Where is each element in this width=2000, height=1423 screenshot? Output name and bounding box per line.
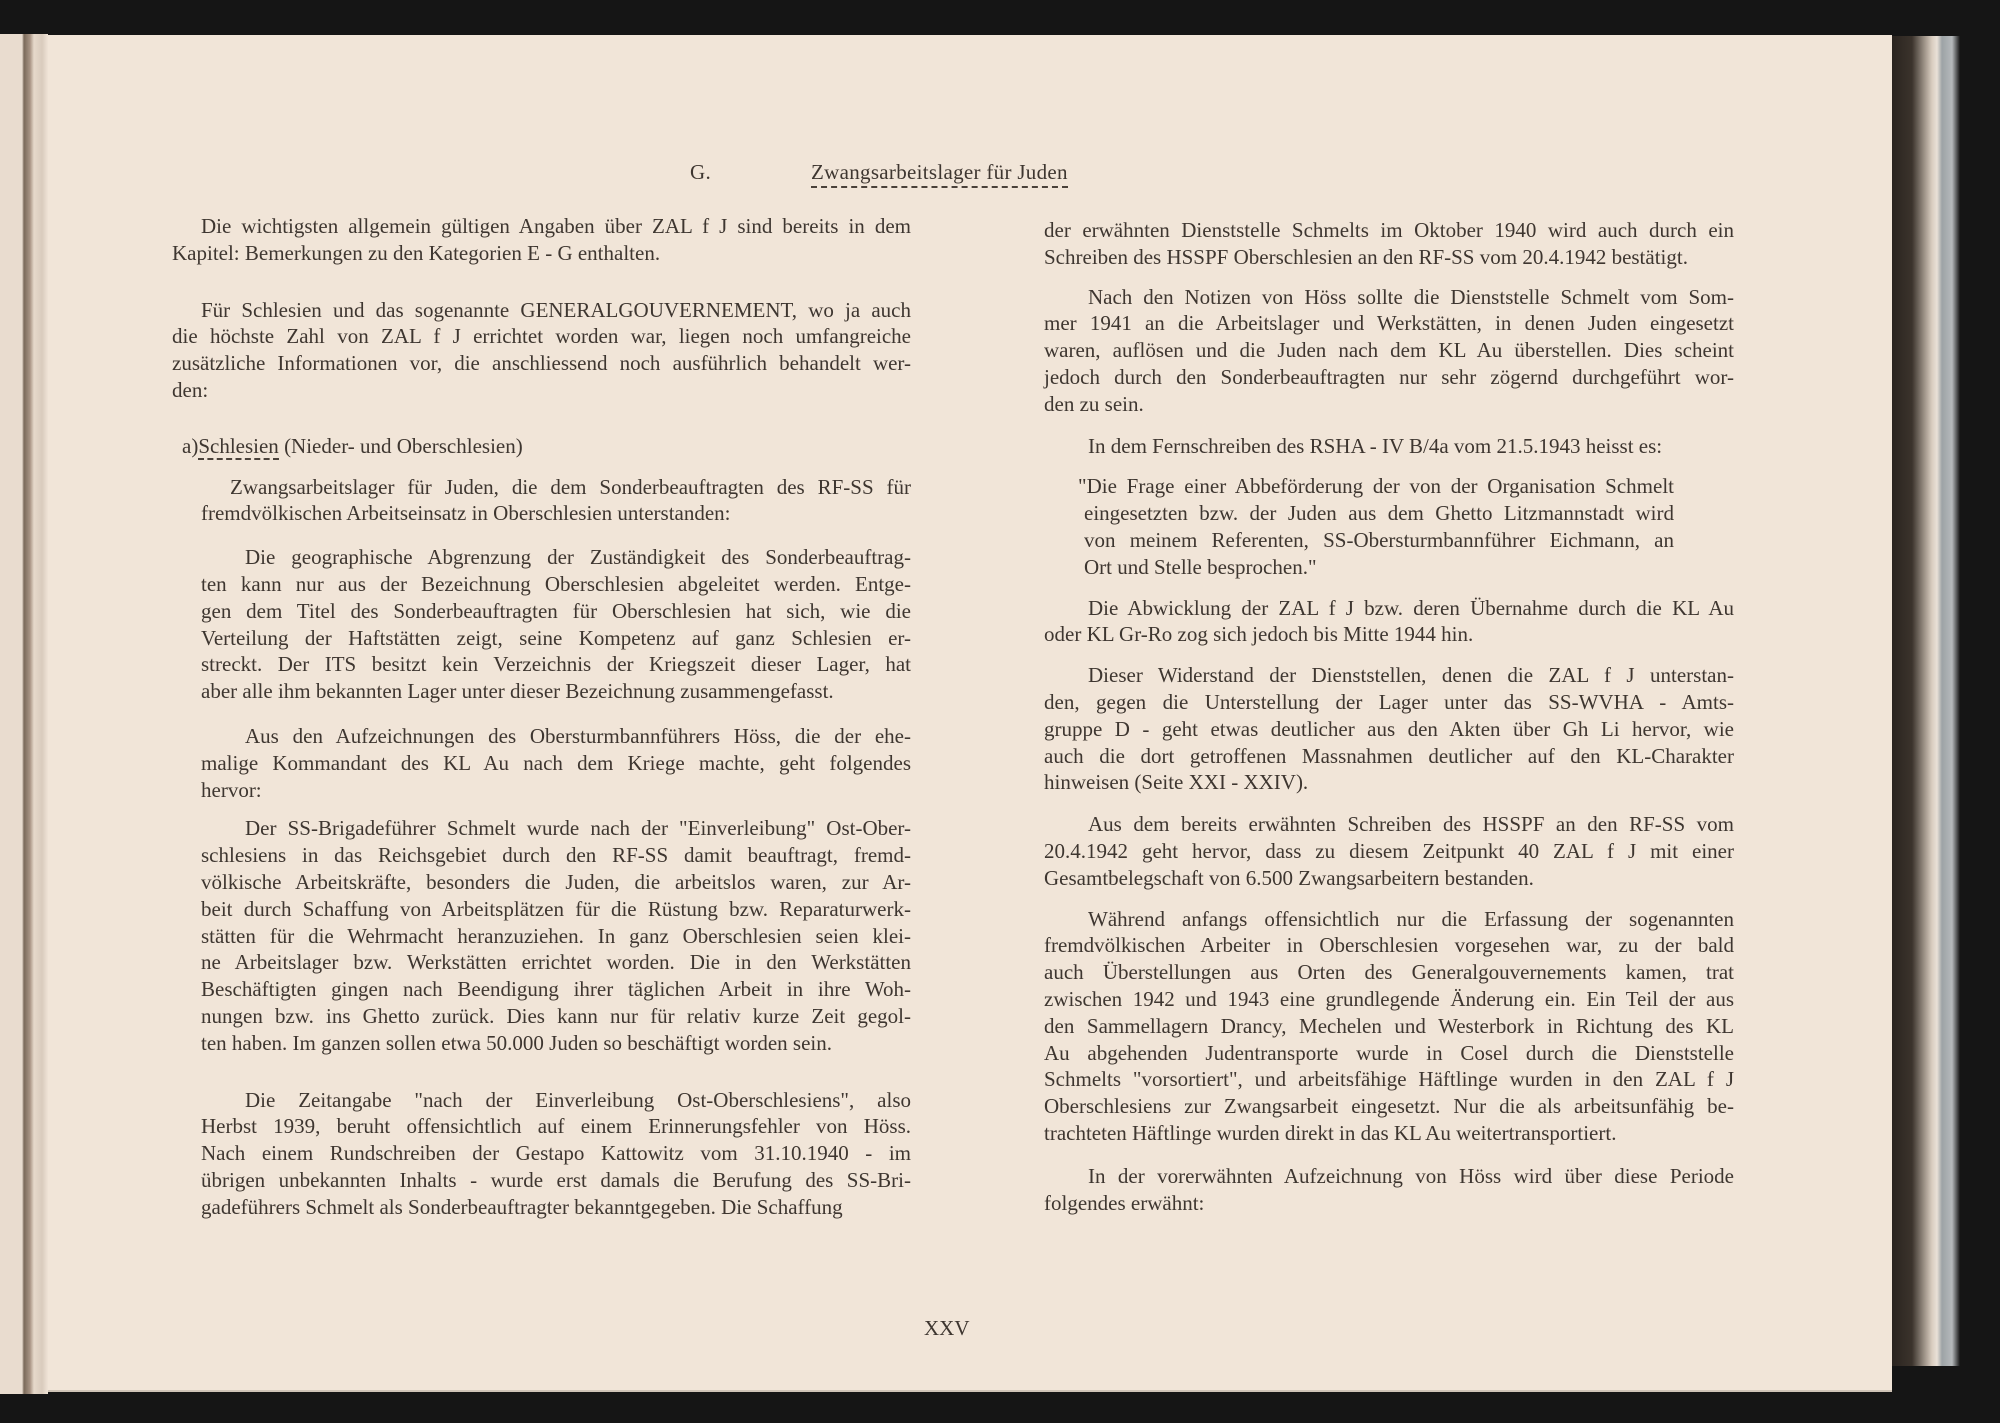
text-line: "Die Frage einer Abbeförderung der von der Organisation Schmelt (1078, 474, 1674, 499)
paragraph (201, 723, 911, 803)
text-line: auch die dort getroffenen Massnahmen deutlicher auf den KL-Charakter (1044, 743, 1734, 768)
paragraph (201, 1087, 911, 1221)
text-line: Oberschlesiens zur Zwangsarbeit eingesetzt. Nur die als arbeitsunfähig be- (1044, 1094, 1734, 1119)
text-line: Beschäftigten gingen nach Beendigung ihrer täglichen Arbeit in ihre Woh- (201, 977, 911, 1002)
text-line: Herbst 1939, beruht offensichtlich auf einem Erinnerungsfehler von Höss. (201, 1114, 911, 1139)
text-line: hinweisen (Seite XXI - XXIV). (1044, 770, 1309, 795)
paragraph (201, 474, 911, 528)
subsection-heading (182, 433, 911, 460)
text-line: Die Abwicklung der ZAL f J bzw. deren Übernahme durch die KL Au (1088, 595, 1734, 620)
paragraph (1044, 433, 1734, 460)
text-line: Die geographische Abgrenzung der Zuständigkeit des Sonderbeauftrag- (245, 545, 911, 570)
text-line: den zu sein. (1044, 391, 1144, 416)
text-line: Au abgehenden Judentransporte wurde in Cosel durch die Dienststelle (1044, 1040, 1734, 1065)
text-line: schlesiens in das Reichsgebiet durch den RF-SS damit beauftragt, fremd- (201, 843, 911, 868)
text-line: gadeführers Schmelt als Sonderbeauftragter bekanntgegeben. Die Schaffung (201, 1194, 843, 1219)
subsection-prefix: a) (182, 433, 199, 458)
text-line: zwischen 1942 und 1943 eine grundlegende Änderung ein. Ein Teil der aus (1044, 986, 1734, 1011)
text-line: den, gegen die Unterstellung der Lager unter das SS-WVHA - Amts- (1044, 689, 1734, 714)
paragraph (201, 815, 911, 1056)
text-line: Während anfangs offensichtlich nur die Erfassung der sogenannten (1088, 906, 1734, 931)
text-line: mer 1941 an die Arbeitslager und Werkstätten, in denen Juden eingesetzt (1044, 311, 1734, 336)
text-line: Aus dem bereits erwähnten Schreiben des HSSPF an den RF-SS vom (1088, 812, 1734, 837)
text-line: aber alle ihm bekannten Lager unter dieser Bezeichnung zusammengefasst. (201, 679, 834, 704)
paragraph (1044, 595, 1734, 649)
text-line: Die Zeitangabe "nach der Einverleibung Ost-Oberschlesiens", also (245, 1087, 911, 1112)
left-column (172, 213, 911, 1221)
text-line: Nach einem Rundschreiben der Gestapo Kattowitz vom 31.10.1940 - im (201, 1141, 911, 1166)
section-title: Zwangsarbeitslager für Juden (811, 160, 1068, 188)
text-line: völkische Arbeitskräfte, besonders die Juden, die arbeitslos waren, zur Ar- (201, 869, 911, 894)
text-line: Ort und Stelle besprochen." (1084, 554, 1317, 579)
text-line: jedoch durch den Sonderbeauftragten nur sehr zögernd durchgeführt wor- (1044, 364, 1734, 389)
text-line: ten kann nur aus der Bezeichnung Oberschlesien abgeleitet werden. Entge- (201, 571, 911, 596)
text-line: beit durch Schaffung von Arbeitsplätzen für die Rüstung bzw. Reparaturwerk- (201, 896, 911, 921)
text-line: malige Kommandant des KL Au nach dem Kriege machte, geht folgendes (201, 750, 911, 775)
text-line: In dem Fernschreiben des RSHA - IV B/4a vom 21.5.1943 heisst es: (1088, 433, 1663, 458)
text-line: eingesetzten bzw. der Juden aus dem Ghetto Litzmannstadt wird (1084, 501, 1674, 526)
paragraph (1044, 662, 1734, 796)
paragraph (172, 213, 911, 267)
paragraph (1044, 906, 1734, 1147)
text-line: den Sammellagern Drancy, Mechelen und Westerbork in Richtung des KL (1044, 1013, 1734, 1038)
section-letter: G. (690, 160, 712, 184)
text-line: ne Arbeitslager bzw. Werkstätten errichtet worden. Die in den Werkstätten (201, 950, 911, 975)
text-line: gen dem Titel des Sonderbeauftragten für Oberschlesien hat sich, wie die (201, 598, 911, 623)
text-line: von meinem Referenten, SS-Obersturmbannführer Eichmann, an (1084, 527, 1674, 552)
text-line: streckt. Der ITS besitzt kein Verzeichnis der Kriegszeit dieser Lager, hat (201, 652, 911, 677)
text-line: zusätzliche Informationen vor, die anschliessend noch ausführlich behandelt wer- (172, 351, 911, 376)
paragraph (172, 297, 911, 404)
text-line: trachteten Häftlinge wurden direkt in das KL Au weitertransportiert. (1044, 1120, 1617, 1145)
paragraph (1044, 811, 1734, 891)
page-number: XXV (924, 1316, 970, 1340)
subsection-subtitle: (Nieder- und Oberschlesien) (278, 433, 523, 458)
text-line: Die wichtigsten allgemein gültigen Angaben über ZAL f J sind bereits in dem (201, 214, 911, 238)
text-line: 20.4.1942 geht hervor, dass zu diesem Zeitpunkt 40 ZAL f J mit einer (1044, 838, 1734, 863)
block-quote (1078, 473, 1674, 580)
text-line: den: (172, 377, 209, 402)
text-line: Für Schlesien und das sogenannte GENERALGOUVERNEMENT, wo ja auch (201, 297, 911, 322)
text-line: Nach den Notizen von Höss sollte die Dienststelle Schmelt vom Som- (1088, 284, 1734, 309)
text-line: übrigen unbekannten Inhalts - wurde erst damals die Berufung des SS-Bri- (201, 1167, 911, 1192)
text-line: gruppe D - geht etwas deutlicher aus den Akten über Gh Li hervor, wie (1044, 716, 1734, 741)
text-line: Der SS-Brigadeführer Schmelt wurde nach der "Einverleibung" Ost-Ober- (245, 816, 911, 841)
text-line: Aus den Aufzeichnungen des Obersturmbannführers Höss, die der ehe- (245, 723, 911, 748)
paragraph (1044, 217, 1734, 271)
facing-page-edge (0, 34, 48, 1394)
paragraph (1044, 1163, 1734, 1217)
text-line: hervor: (201, 777, 262, 802)
paragraph (201, 544, 911, 705)
text-line: Dieser Widerstand der Dienststellen, denen die ZAL f J unterstan- (1088, 663, 1734, 688)
right-column (1044, 217, 1734, 1216)
text-line: Schreiben des HSSPF Oberschlesien an den RF-SS vom 20.4.1942 bestätigt. (1044, 244, 1688, 269)
text-line: nungen bzw. ins Ghetto zurück. Dies kann nur für relativ kurze Zeit gegol- (201, 1003, 911, 1028)
text-line: waren, auflösen und die Juden nach dem KL Au überstellen. Dies scheint (1044, 338, 1734, 363)
text-line: Gesamtbelegschaft von 6.500 Zwangsarbeitern bestanden. (1044, 865, 1534, 890)
text-line: der erwähnten Dienststelle Schmelts im Oktober 1940 wird auch durch ein (1044, 218, 1734, 242)
subsection-title: Schlesien (198, 433, 279, 458)
text-line: Schmelts "vorsortiert", und arbeitsfähige Häftlinge wurden in den ZAL f J (1044, 1067, 1734, 1092)
text-line: fremdvölkischen Arbeitseinsatz in Oberschlesien unterstanden: (201, 501, 731, 526)
text-line: oder KL Gr-Ro zog sich jedoch bis Mitte 1944 hin. (1044, 622, 1474, 647)
text-line: Kapitel: Bemerkungen zu den Kategorien E - G enthalten. (172, 240, 661, 265)
page-stack-edge (1892, 36, 1962, 1366)
text-line: fremdvölkischen Arbeiter in Oberschlesien vorgesehen war, zu der bald (1044, 933, 1734, 958)
paragraph (1044, 284, 1734, 418)
text-line: In der vorerwähnten Aufzeichnung von Höss wird über diese Periode (1088, 1163, 1734, 1188)
text-line: folgendes erwähnt: (1044, 1190, 1205, 1215)
text-line: Zwangsarbeitslager für Juden, die dem Sonderbeauftragten des RF-SS für (230, 474, 911, 499)
text-line: Verteilung der Haftstätten zeigt, seine Kompetenz auf ganz Schlesien er- (201, 625, 911, 650)
text-line: die höchste Zahl von ZAL f J errichtet worden war, liegen noch umfangreiche (172, 324, 911, 349)
text-line: ten haben. Im ganzen sollen etwa 50.000 Juden so beschäftigt worden sein. (201, 1030, 832, 1055)
text-line: stätten für die Wehrmacht heranzuziehen. In ganz Oberschlesien seien klei- (201, 923, 911, 948)
text-line: auch Überstellungen aus Orten des Generalgouvernements kamen, trat (1044, 960, 1734, 985)
